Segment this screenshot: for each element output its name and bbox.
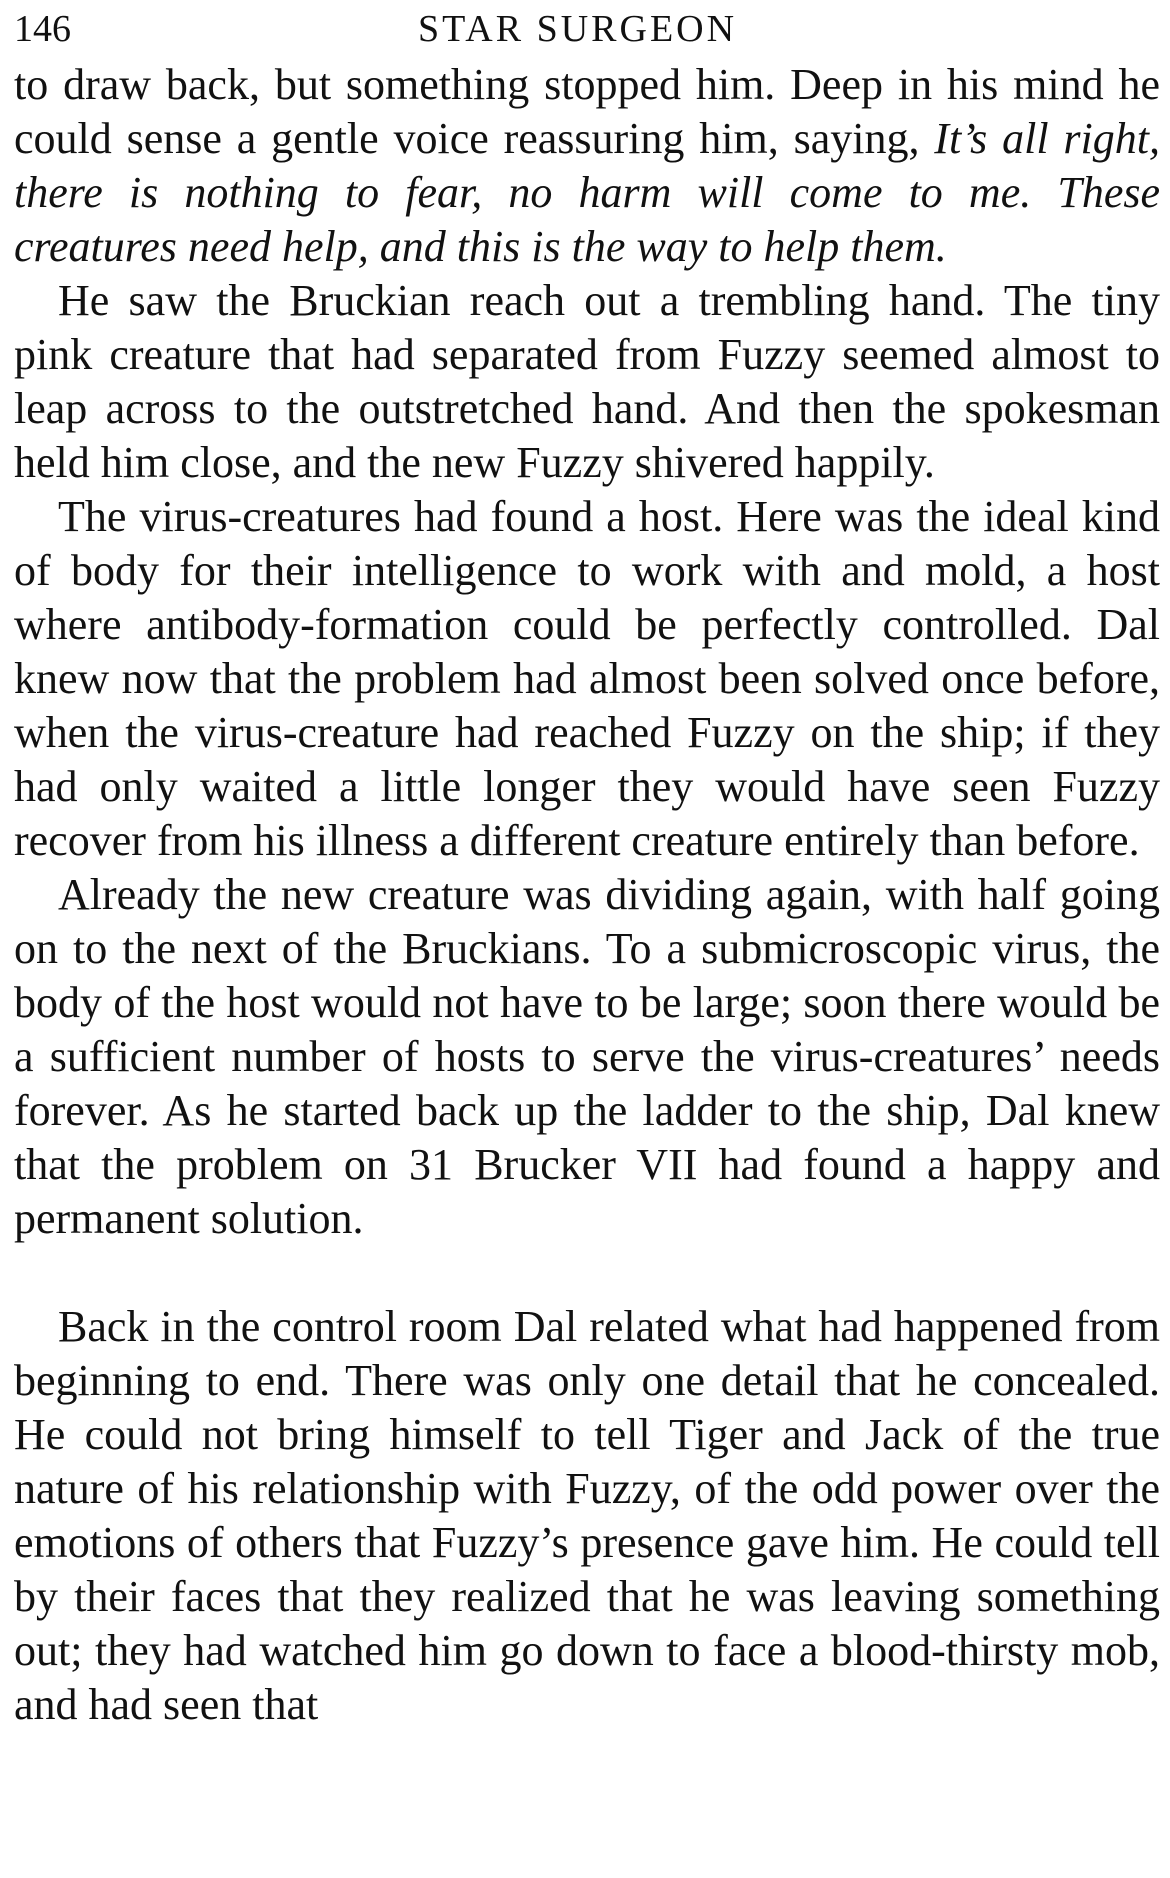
section-break <box>14 1246 1160 1300</box>
running-head <box>14 0 1160 58</box>
paragraph: Already the new creature was dividing again, with half going on to the next of the Bruckians. To a submicroscopic virus, the body of the host would not have to be large; soon there would be a sufficient number of hosts to serve the virus-creatures’ needs forever. As he started back up the ladder to the ship, Dal knew that the problem on 31 Brucker VII had found a happy and permanent solution. <box>14 870 1160 1243</box>
running-title: STAR SURGEON <box>418 8 738 50</box>
italic-thought: It’s all right, there is nothing to fear, no harm will come to me. These creatures need help, and this is the way to help them. <box>14 114 1160 271</box>
page-number: 146 <box>14 8 71 50</box>
paragraph-text: to draw back, but something stopped him. Deep in his mind he could sense a gentle voice reassuring him, saying, <box>14 60 1160 163</box>
book-page <box>14 0 1160 1878</box>
paragraph: Back in the control room Dal related what had happened from beginning to end. There was only one detail that he concealed. He could not bring himself to tell Tiger and Jack of the true nature of his relationship with Fuzzy, of the odd power over the emotions of others that Fuzzy’s presence gave him. He could tell by their faces that they realized that he was leaving something out; they had watched him go down to face a blood-thirsty mob, and had seen that <box>14 1302 1160 1729</box>
paragraph: He saw the Bruckian reach out a trembling hand. The tiny pink creature that had separated from Fuzzy seemed almost to leap across to the outstretched hand. And then the spokesman held him close, and the new Fuzzy shivered happily. <box>14 276 1160 487</box>
paragraph: The virus-creatures had found a host. Here was the ideal kind of body for their intelligence to work with and mold, a host where antibody-formation could be perfectly controlled. Dal knew now that the problem had almost been solved once before, when the virus-creature had reached Fuzzy on the ship; if they had only waited a little longer they would have seen Fuzzy recover from his illness a different creature entirely than before. <box>14 492 1160 865</box>
body-text <box>14 58 1160 1732</box>
paragraph-continued <box>14 58 1160 274</box>
